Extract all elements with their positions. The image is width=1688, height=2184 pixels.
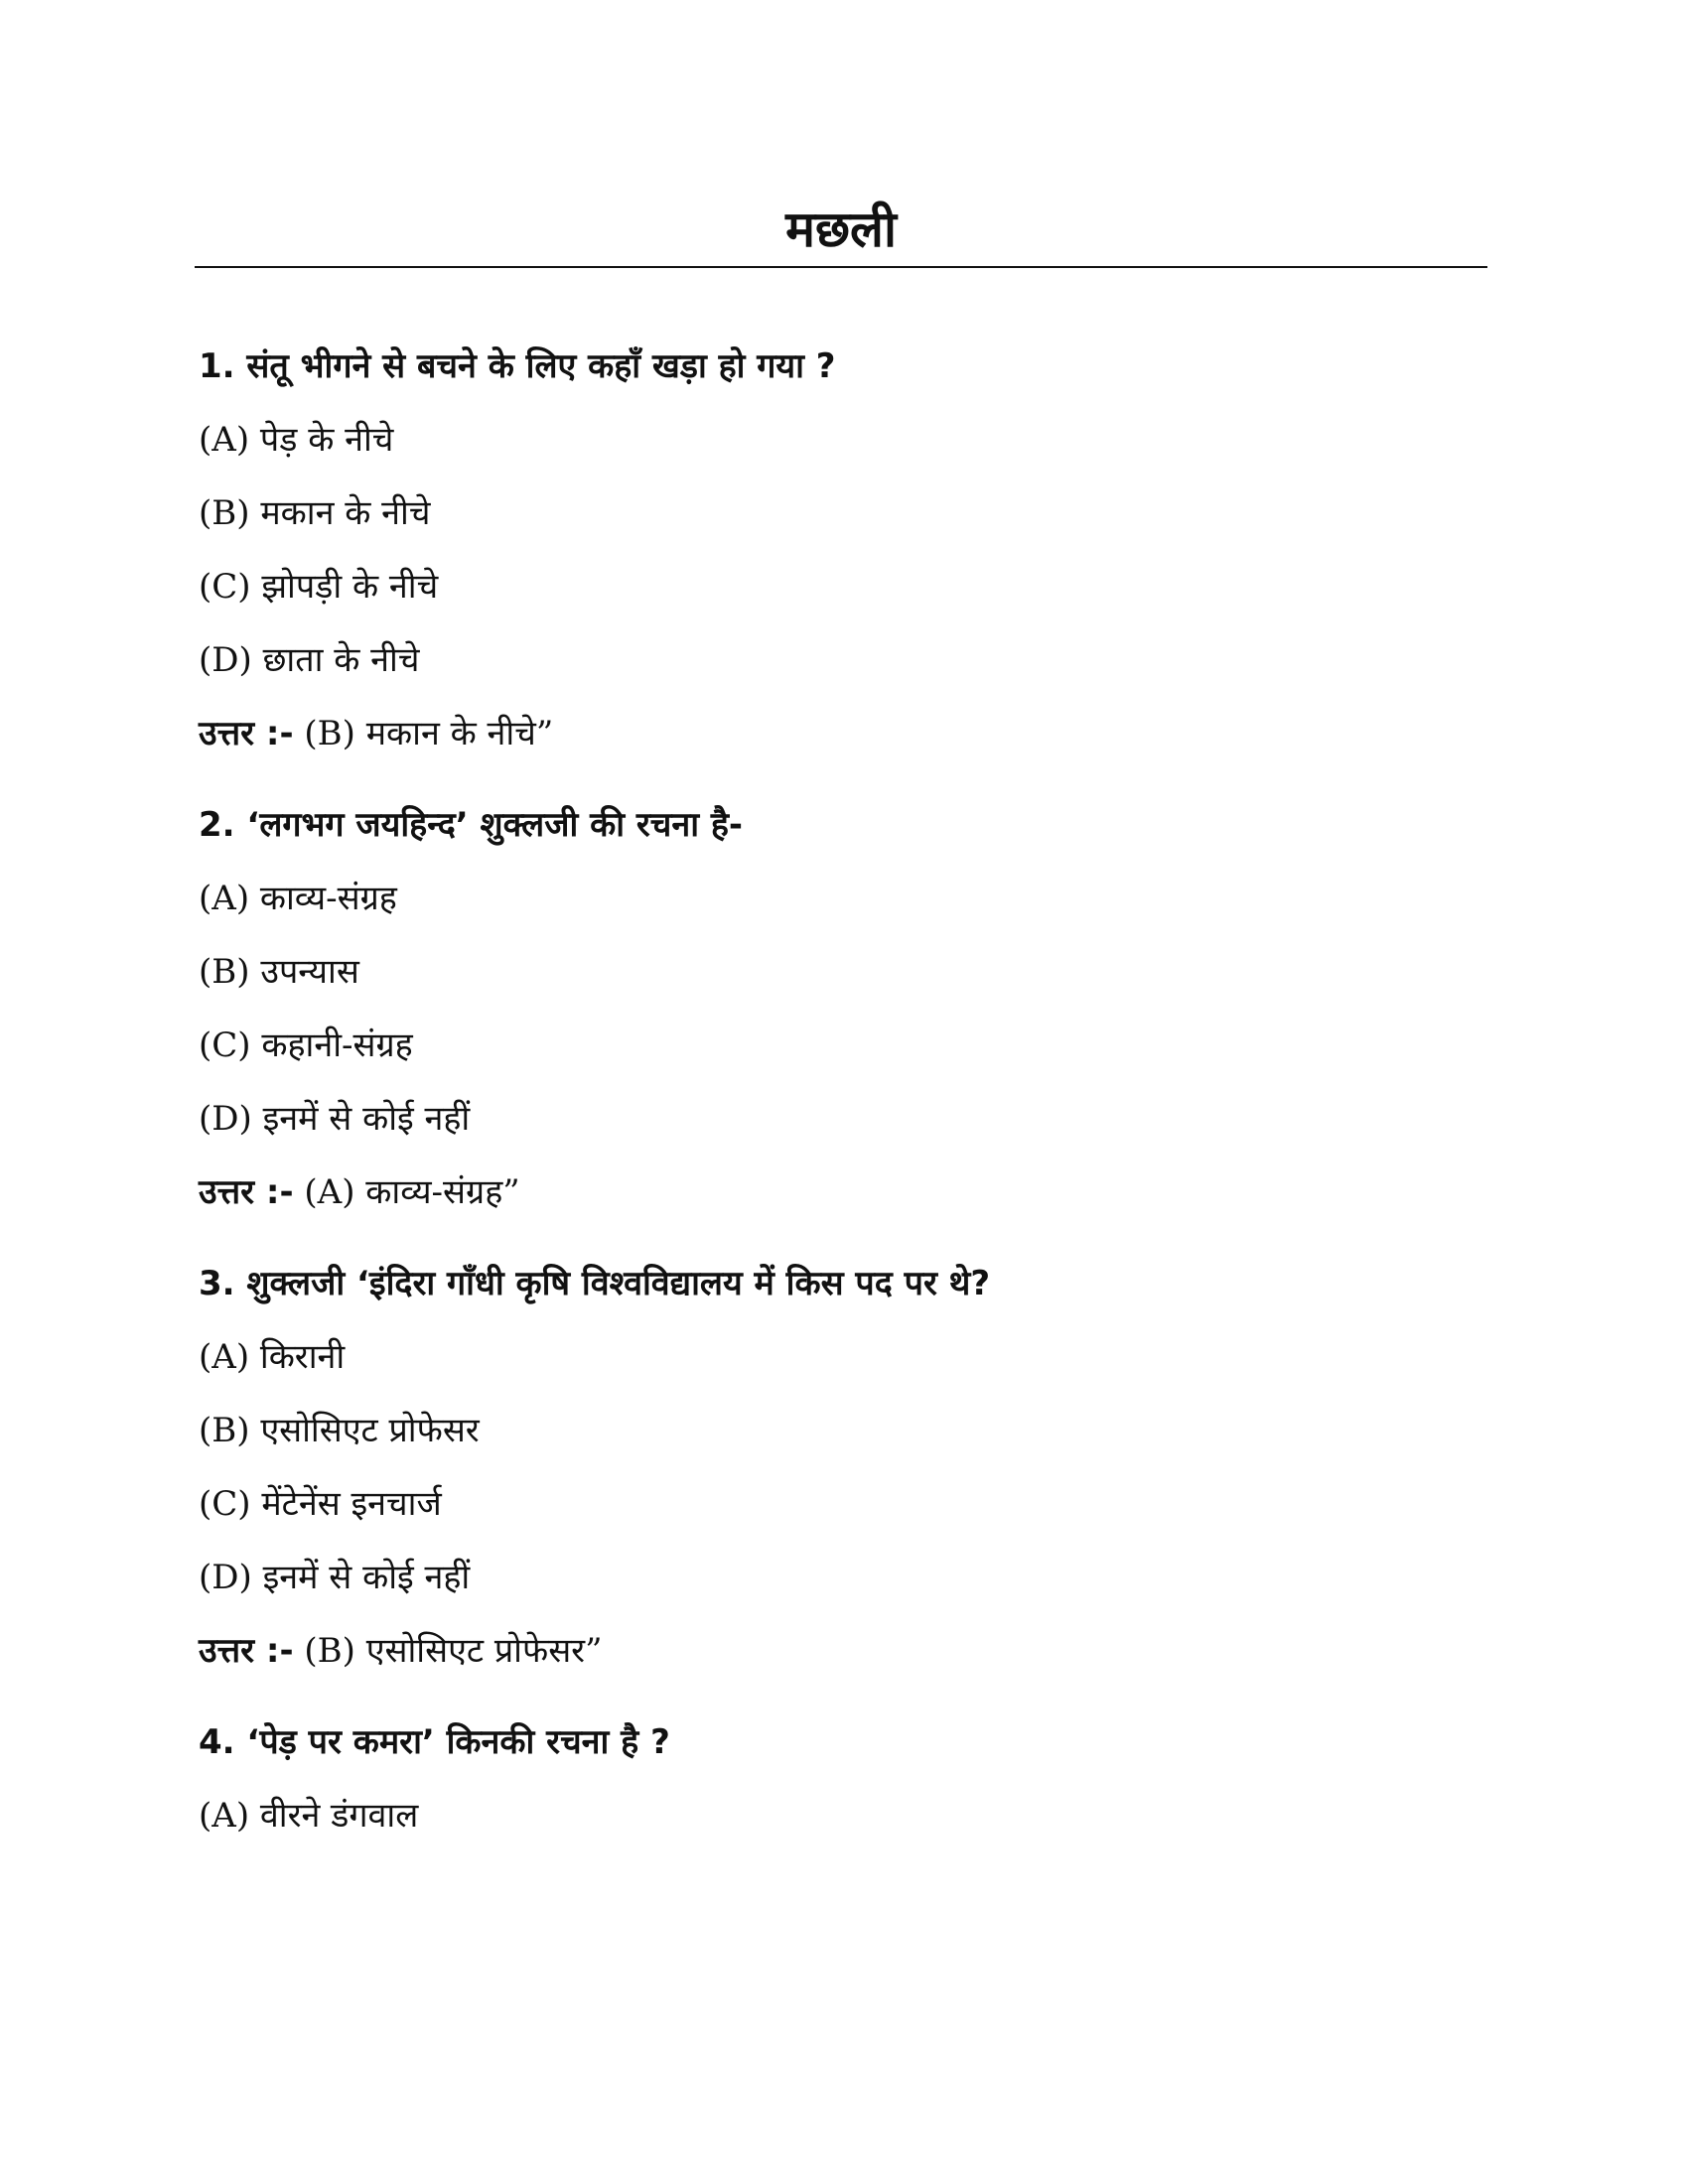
option-c: (C) कहानी-संग्रह (199, 1025, 413, 1065)
option-b: (B) एसोसिएट प्रोफेसर (199, 1411, 480, 1450)
page-title: मछली (785, 201, 897, 258)
option-a: (A) किरानी (199, 1337, 346, 1377)
question-1 (199, 330, 1489, 770)
option-a: (A) वीरने डंगवाल (199, 1796, 419, 1836)
question-3 (199, 1247, 1489, 1688)
answer-line (199, 697, 1489, 770)
option-b: (B) मकान के नीचे (199, 493, 431, 533)
option-list (199, 1320, 1489, 1614)
option-c: (C) मेंटेनेंस इनचार्ज (199, 1484, 442, 1524)
option-d: (D) छाता के नीचे (199, 640, 420, 680)
option-a: (A) पेड़ के नीचे (199, 420, 394, 460)
question-text: 1. संतू भीगने से बचने के लिए कहाँ खड़ा हो गया ? (199, 346, 836, 386)
answer-label: उत्तर :- (199, 714, 294, 753)
option-list (199, 403, 1489, 697)
option-list (199, 1779, 1489, 1852)
option-a: (A) काव्य-संग्रह (199, 879, 397, 918)
option-d: (D) इनमें से कोई नहीं (199, 1099, 471, 1139)
title-divider (195, 266, 1487, 268)
option-c: (C) झोपड़ी के नीचे (199, 567, 439, 607)
question-text: 3. शुक्लजी ‘इंदिरा गाँधी कृषि विश्वविद्यालय में किस पद पर थे? (199, 1264, 991, 1303)
question-2 (199, 788, 1489, 1229)
answer-line (199, 1156, 1489, 1229)
answer-value: (B) एसोसिएट प्रोफेसर” (293, 1631, 603, 1671)
answer-label: उत्तर :- (199, 1631, 294, 1671)
option-b: (B) उपन्यास (199, 952, 359, 992)
answer-value: (A) काव्य-संग्रह” (293, 1172, 520, 1212)
answer-label: उत्तर :- (199, 1172, 294, 1212)
question-4 (199, 1706, 1489, 1852)
option-d: (D) इनमें से कोई नहीं (199, 1558, 471, 1597)
question-list (199, 330, 1489, 1870)
question-text: 4. ‘पेड़ पर कमरा’ किनकी रचना है ? (199, 1722, 670, 1762)
answer-value: (B) मकान के नीचे” (293, 714, 554, 753)
option-list (199, 862, 1489, 1156)
question-text: 2. ‘लगभग जयहिन्द’ शुक्लजी की रचना है- (199, 805, 744, 845)
answer-line (199, 1614, 1489, 1688)
